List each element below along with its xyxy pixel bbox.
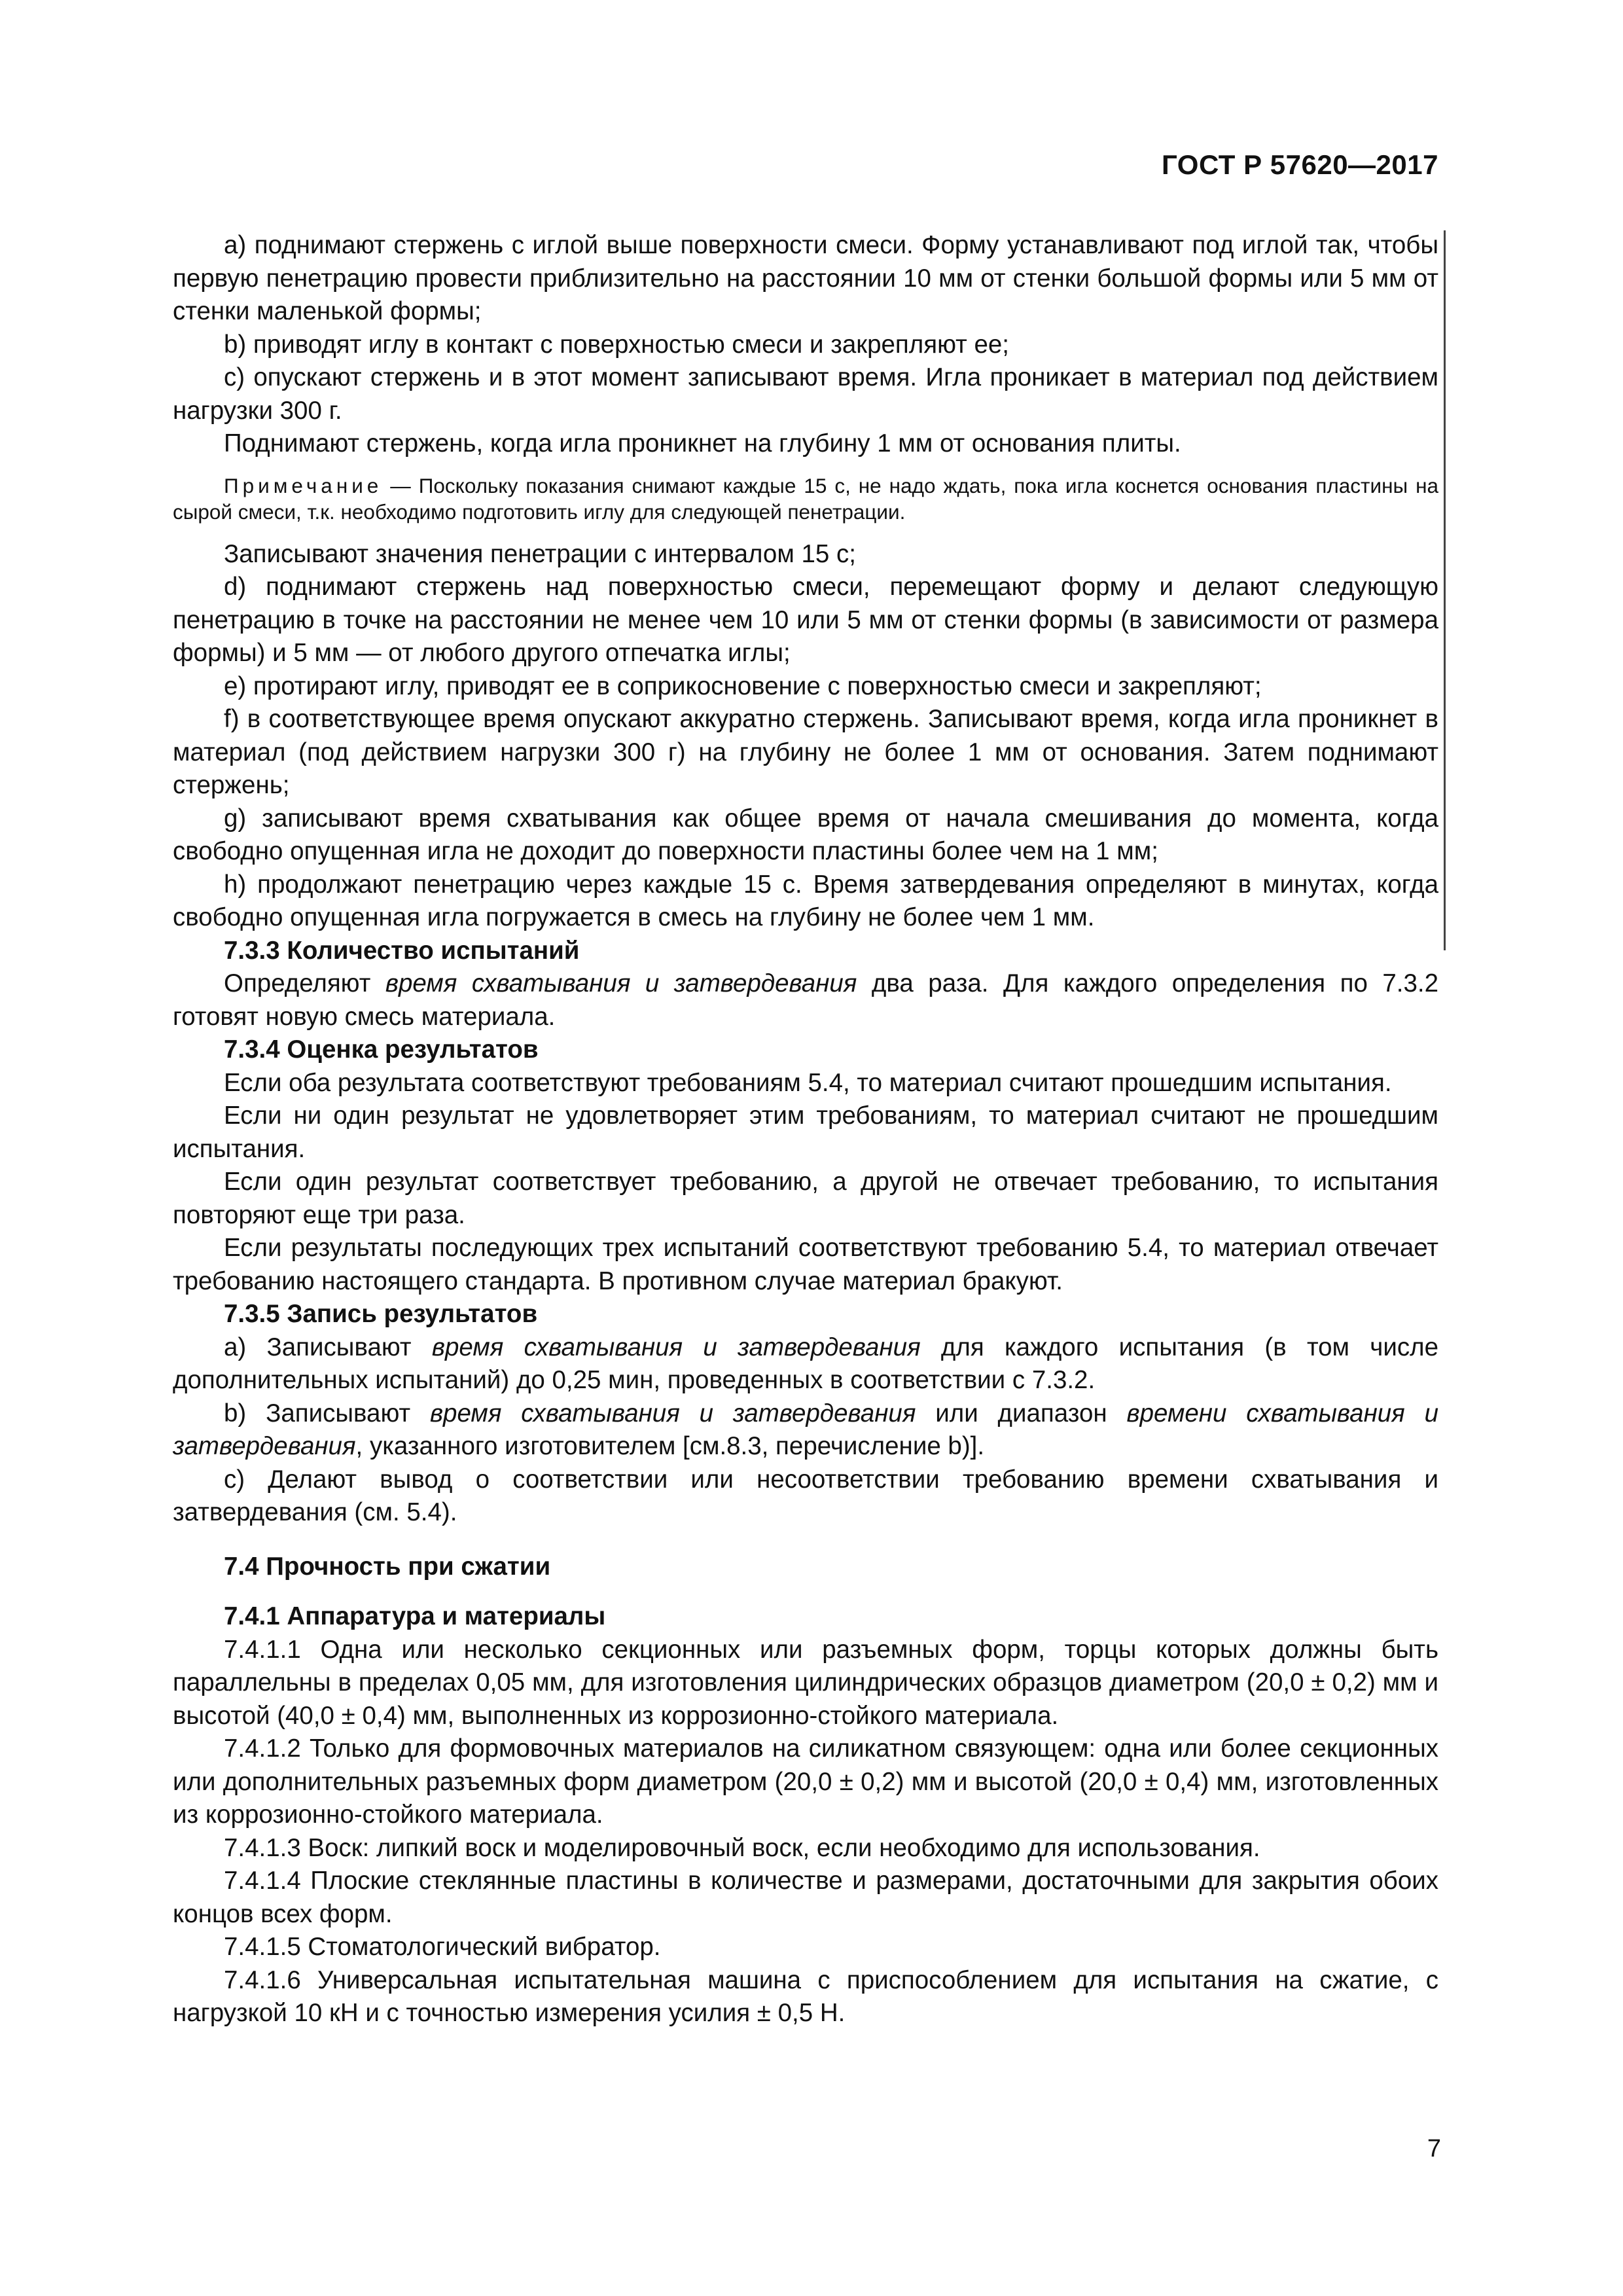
note — [173, 473, 1438, 525]
s733-text-post: два раза. Для каждого определения по 7.3.2 готовят новую смесь материала. — [173, 969, 1439, 1031]
heading-7-3-4: 7.3.4 Оценка результатов — [224, 1035, 539, 1064]
item-g: g) записывают время схватывания как общее время от начала смешивания до момента, когда свободно опущенная игла не доходит до поверхности пластины более чем на 1 мм; — [173, 804, 1438, 865]
s735-item-b — [173, 1397, 1438, 1463]
s733-text-pre: Определяют — [224, 969, 385, 997]
item-b: b) приводят иглу в контакт с поверхностью смеси и закрепляют ее; — [224, 330, 1009, 359]
s734-paragraph-1: Если оба результата соответствуют требованиям 5.4, то материал считают прошедшим испытания. — [224, 1068, 1392, 1097]
clause-7-4-1-3: 7.4.1.3 Воск: липкий воск и моделировочный воск, если необходимо для использования. — [224, 1833, 1260, 1862]
heading-7-3-3: 7.3.3 Количество испытаний — [224, 936, 580, 965]
note-text: — Поскольку показания снимают каждые 15 с, не надо ждать, пока игла коснется основания пластины на сырой смеси, т.к. необходимо подготовить иглу для следующей пенетрации. — [173, 473, 1438, 524]
note-label: Примечание — [224, 473, 383, 497]
clause-7-4-1-5: 7.4.1.5 Стоматологический вибратор. — [224, 1933, 661, 1961]
item-f: f) в соответствующее время опускают аккуратно стержень. Записывают время, когда игла проникнет в материал (под действием нагрузки 300 г) на глубину не более 1 мм от основания. Затем поднимают стержень; — [173, 705, 1438, 799]
item-a: а) поднимают стержень с иглой выше поверхности смеси. Форму устанавливают под иглой так, чтобы первую пенетрацию провести приблизительно на расстоянии 10 мм от стенки большой формы или 5 мм от стенки маленькой формы; — [173, 231, 1438, 325]
clause-7-4-1-1: 7.4.1.1 Одна или несколько секционных или разъемных форм, торцы которых должны быть параллельны в пределах 0,05 мм, для изготовления цилиндрических образцов диаметром (20,0 ± 0,2) мм и высотой (40,0 ± 0,4) мм, выполненных из коррозионно-стойкого материала. — [173, 1635, 1438, 1730]
item-d: d) поднимают стержень над поверхностью смеси, перемещают форму и делают следующую пенетрацию в точке на расстоянии не менее чем 10 или 5 мм от стенки формы (в зависимости от размера формы) и 5 мм — от любого другого отпечатка иглы; — [173, 573, 1438, 667]
clause-7-4-1-2: 7.4.1.2 Только для формовочных материалов на силикатном связующем: одна или более секционных или дополнительных разъемных форм диаметром (20,0 ± 0,2) мм и высотой (20,0 ± 0,4) мм, изготовленных из коррозионно-стойкого материала. — [173, 1734, 1438, 1829]
heading-7-4-1: 7.4.1 Аппаратура и материалы — [224, 1602, 606, 1630]
record-text: Записывают значения пенетрации с интервалом 15 с; — [224, 539, 856, 568]
s735-b-em2: времени схватывания и затвердевания — [173, 1399, 1438, 1460]
s735-a-post: для каждого испытания (в том числе дополнительных испытаний) до 0,25 мин, проведенных в соответствии с 7.3.2. — [173, 1333, 1438, 1394]
revision-bar — [1444, 230, 1446, 950]
standard-designation: ГОСТ Р 57620—2017 — [1162, 149, 1438, 180]
s735-b-post: , указанного изготовителем [см.8.3, перечисление b)]. — [355, 1432, 985, 1460]
item-e: е) протирают иглу, приводят ее в соприкосновение с поверхностью смеси и закрепляют; — [224, 672, 1262, 700]
heading-7-4: 7.4 Прочность при сжатии — [224, 1552, 551, 1581]
s735-b-pre: b) Записывают — [224, 1399, 430, 1427]
s733-text-em: время схватывания и затвердевания — [385, 969, 857, 997]
s735-a-pre: а) Записывают — [224, 1333, 432, 1361]
s735-item-c: с) Делают вывод о соответствии или несоответствии требованию времени схватывания и затвердевания (см. 5.4). — [173, 1465, 1438, 1526]
s734-paragraph-3: Если один результат соответствует требованию, а другой не отвечает требованию, то испытания повторяют еще три раза. — [173, 1168, 1438, 1229]
s735-item-a — [173, 1331, 1438, 1397]
s734-paragraph-4: Если результаты последующих трех испытаний соответствуют требованию 5.4, то материал отвечает требованию настоящего стандарта. В противном случае материал бракуют. — [173, 1234, 1438, 1295]
raise-rod-text: Поднимают стержень, когда игла проникнет на глубину 1 мм от основания плиты. — [224, 429, 1181, 457]
s735-b-em1: время схватывания и затвердевания — [429, 1399, 916, 1427]
item-c: с) опускают стержень и в этот момент записывают время. Игла проникает в материал под действием нагрузки 300 г. — [173, 363, 1438, 425]
s735-b-mid: или диапазон — [916, 1399, 1127, 1427]
s734-paragraph-2: Если ни один результат не удовлетворяет этим требованиям, то материал считают не прошедшим испытания. — [173, 1102, 1438, 1163]
heading-7-3-5: 7.3.5 Запись результатов — [224, 1300, 538, 1328]
page-number: 7 — [1427, 2135, 1441, 2162]
item-h: h) продолжают пенетрацию через каждые 15 с. Время затвердевания определяют в минутах, когда свободно опущенная игла погружается в смесь на глубину не более чем 1 мм. — [173, 870, 1438, 931]
s733-paragraph — [173, 967, 1438, 1033]
clause-7-4-1-6: 7.4.1.6 Универсальная испытательная машина с приспособлением для испытания на сжатие, с нагрузкой 10 кН и с точностью измерения усилия ± 0,5 Н. — [173, 1965, 1438, 2027]
s735-a-em: время схватывания и затвердевания — [431, 1333, 921, 1361]
document-body — [173, 229, 1438, 2030]
clause-7-4-1-4: 7.4.1.4 Плоские стеклянные пластины в количестве и размерами, достаточными для закрытия обоих концов всех форм. — [173, 1867, 1438, 1928]
